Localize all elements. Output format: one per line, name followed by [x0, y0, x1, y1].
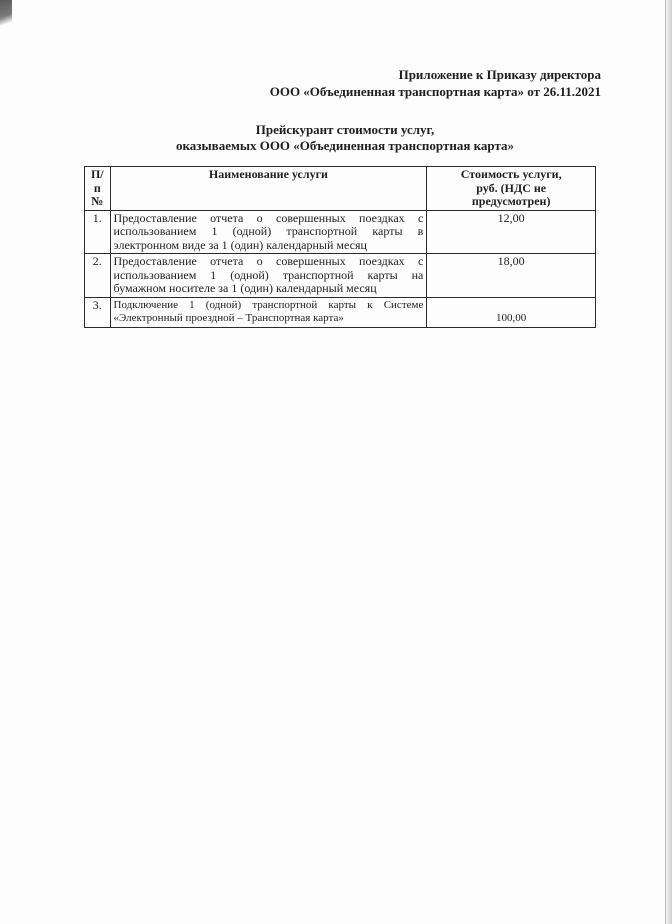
price-table — [84, 166, 596, 328]
table-row — [85, 297, 596, 327]
row-number: 2. — [85, 254, 111, 298]
row-cost: 18,00 — [427, 254, 596, 298]
table-header-row — [85, 167, 596, 211]
header-service-name: Наименование услуги — [110, 167, 427, 211]
header-cost-line-3: предусмотрен) — [471, 194, 551, 208]
appendix-note — [270, 66, 601, 100]
title-line-2: оказываемых ООО «Объединенная транспортная карта» — [176, 138, 514, 153]
row-service-name: Предоставление отчета о совершенных поездках с использованием 1 (одной) транспортной карты на бумажном носителе за 1 (один) календарный месяц — [110, 254, 427, 298]
appendix-line-2: ООО «Объединенная транспортная карта» от 26.11.2021 — [269, 84, 601, 99]
row-number: 3. — [85, 297, 111, 327]
header-cost-line-1: Стоимость услуги, — [460, 167, 562, 181]
page-corner-fold — [0, 0, 12, 40]
header-number — [85, 167, 111, 211]
header-number-line-2: п — [93, 180, 101, 195]
row-cost: 12,00 — [427, 210, 596, 254]
row-service-name: Предоставление отчета о совершенных поездках с использованием 1 (одной) транспортной карты в электронном виде за 1 (один) календарный месяц — [110, 210, 427, 254]
appendix-line-1: Приложение к Приказу директора — [398, 67, 601, 82]
row-service-name: Подключение 1 (одной) транспортной карты к Системе «Электронный проездной – Транспортная карта» — [110, 297, 427, 327]
header-number-line-1: П/ — [90, 167, 104, 181]
header-cost — [427, 167, 596, 211]
table-row — [85, 254, 596, 298]
table-row — [85, 210, 596, 254]
scan-edge-line — [665, 0, 666, 924]
row-cost: 100,00 — [427, 297, 596, 327]
price-list-title — [80, 122, 610, 154]
header-cost-line-2: руб. (НДС не — [476, 180, 547, 195]
header-number-line-3: № — [91, 194, 104, 208]
row-number: 1. — [85, 210, 111, 254]
title-line-1: Прейскурант стоимости услуг, — [255, 122, 435, 137]
